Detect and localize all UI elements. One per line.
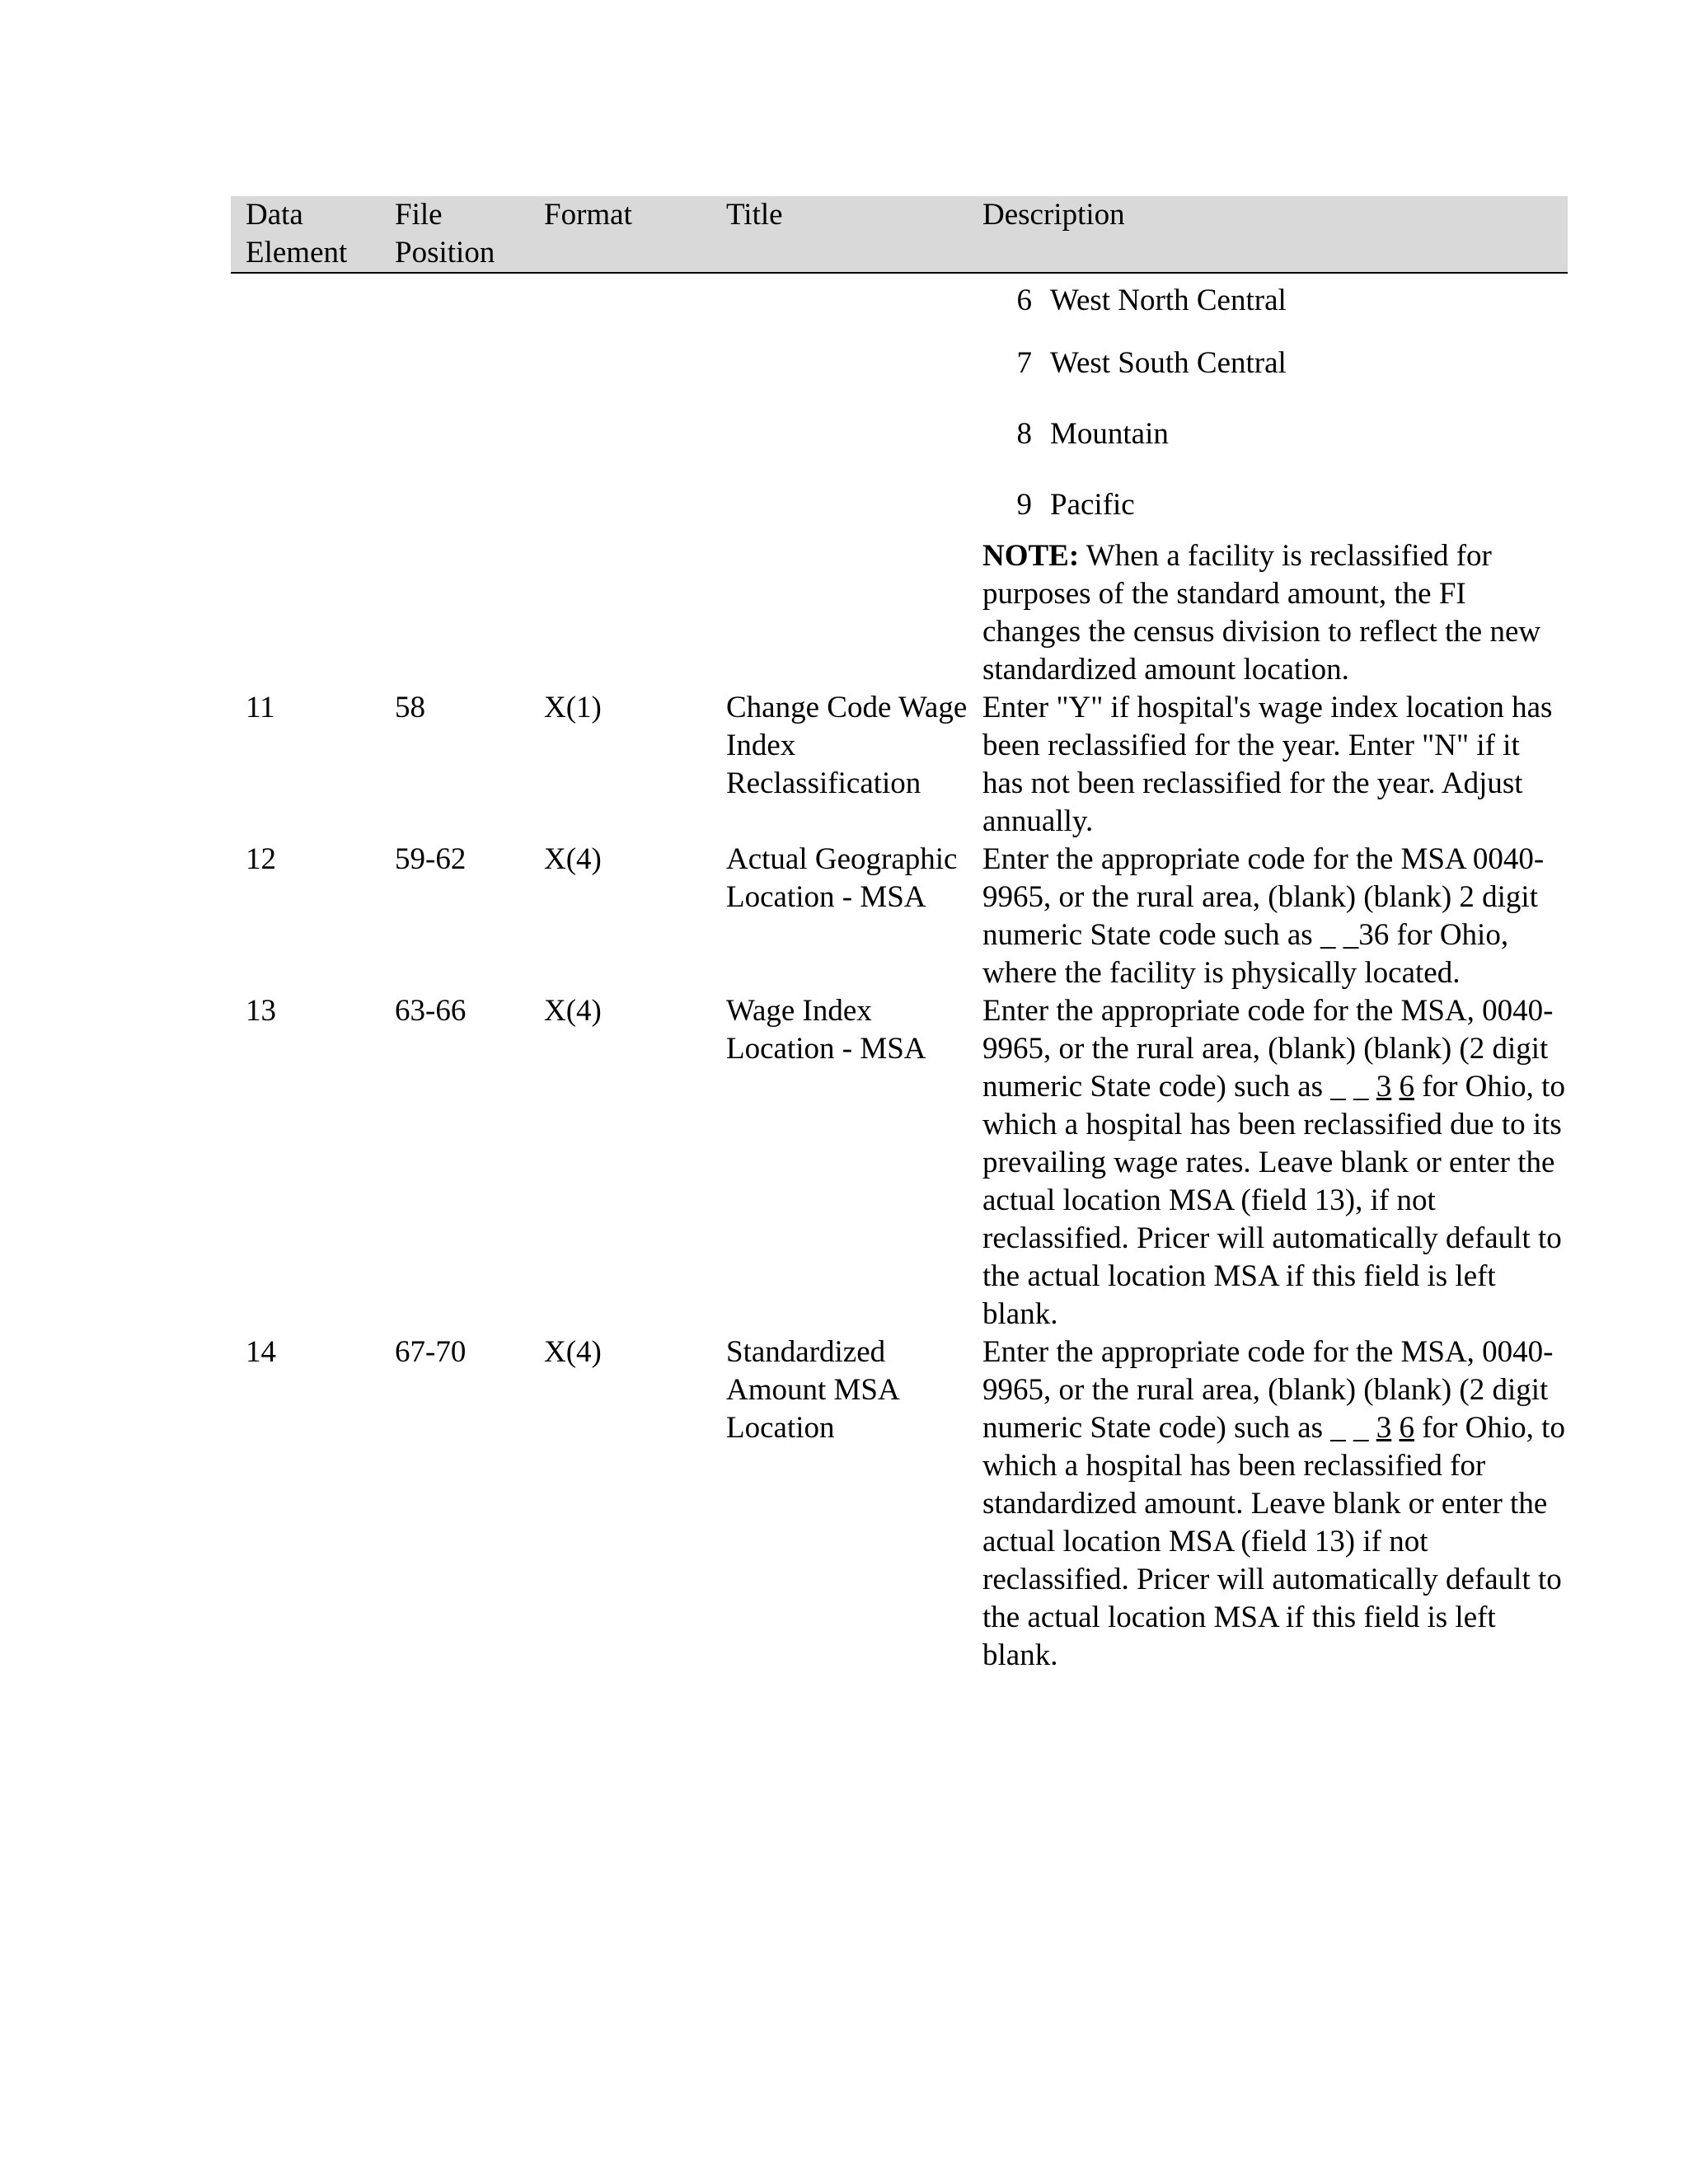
data-element-table xyxy=(231,196,1568,1675)
table-row-continuation xyxy=(231,273,1568,689)
header-file-position: File Position xyxy=(380,196,529,273)
header-format: Format xyxy=(529,196,711,273)
cell-format: X(4) xyxy=(544,842,602,876)
table-row xyxy=(231,1333,1568,1675)
document-page xyxy=(231,196,1568,1675)
cell-description: Enter "Y" if hospital's wage index location has been reclassified for the year. Enter "N" if it has not been reclassified for the year. Adjust annually. xyxy=(982,691,1553,838)
continuation-description xyxy=(968,273,1568,689)
cell-format: X(1) xyxy=(544,691,602,724)
cell-element: 14 xyxy=(246,1335,276,1369)
table-row xyxy=(231,841,1568,992)
cell-element: 11 xyxy=(246,691,275,724)
table-row xyxy=(231,689,1568,841)
cell-title: Wage Index Location - MSA xyxy=(726,994,926,1066)
header-title: Title xyxy=(711,196,968,273)
header-description: Description xyxy=(968,196,1568,273)
header-data-element: Data Element xyxy=(231,196,380,273)
cell-title: Standardized Amount MSA Location xyxy=(726,1335,898,1445)
census-division-item: 9 Pacific xyxy=(1016,488,1135,522)
cell-position: 63-66 xyxy=(395,994,467,1028)
cell-title: Change Code Wage Index Reclassification xyxy=(726,691,968,800)
census-division-item: 7 West South Central xyxy=(1016,346,1287,380)
cell-position: 58 xyxy=(395,691,425,724)
cell-format: X(4) xyxy=(544,994,602,1028)
cell-title: Actual Geographic Location - MSA xyxy=(726,842,958,914)
cell-element: 12 xyxy=(246,842,276,876)
table-row xyxy=(231,992,1568,1333)
cell-element: 13 xyxy=(246,994,276,1028)
census-division-item: 6 West North Central xyxy=(1016,284,1287,317)
cell-position: 67-70 xyxy=(395,1335,467,1369)
cell-format: X(4) xyxy=(544,1335,602,1369)
table-header xyxy=(231,196,1568,273)
census-division-item: 8 Mountain xyxy=(1016,417,1169,451)
census-division-note: NOTE: When a facility is reclassified for purposes of the standard amount, the FI changes the census division to reflect the new standardized amount location. xyxy=(982,539,1541,687)
cell-description: Enter the appropriate code for the MSA, 0040-9965, or the rural area, (blank) (blank) (2 digit numeric State code) such as _ _ 3 6 for Ohio, to which a hospital has been reclassified due to its prevailing wage rates. Leave blank or enter the actual location MSA (field 13), if not reclassified. Pricer will automatically default to the actual location MSA if this field is left blank. xyxy=(982,994,1565,1331)
cell-position: 59-62 xyxy=(395,842,467,876)
cell-description: Enter the appropriate code for the MSA, 0040-9965, or the rural area, (blank) (blank) (2 digit numeric State code) such as _ _ 3 6 for Ohio, to which a hospital has been reclassified for standardized amount. Leave blank or enter the actual location MSA (field 13) if not reclassified. Pricer will automatically default to the actual location MSA if this field is left blank. xyxy=(982,1335,1565,1672)
cell-description: Enter the appropriate code for the MSA 0040-9965, or the rural area, (blank) (blank) 2 digit numeric State code such as _ _36 for Ohio, where the facility is physically located. xyxy=(982,842,1545,990)
header-row xyxy=(231,196,1568,273)
